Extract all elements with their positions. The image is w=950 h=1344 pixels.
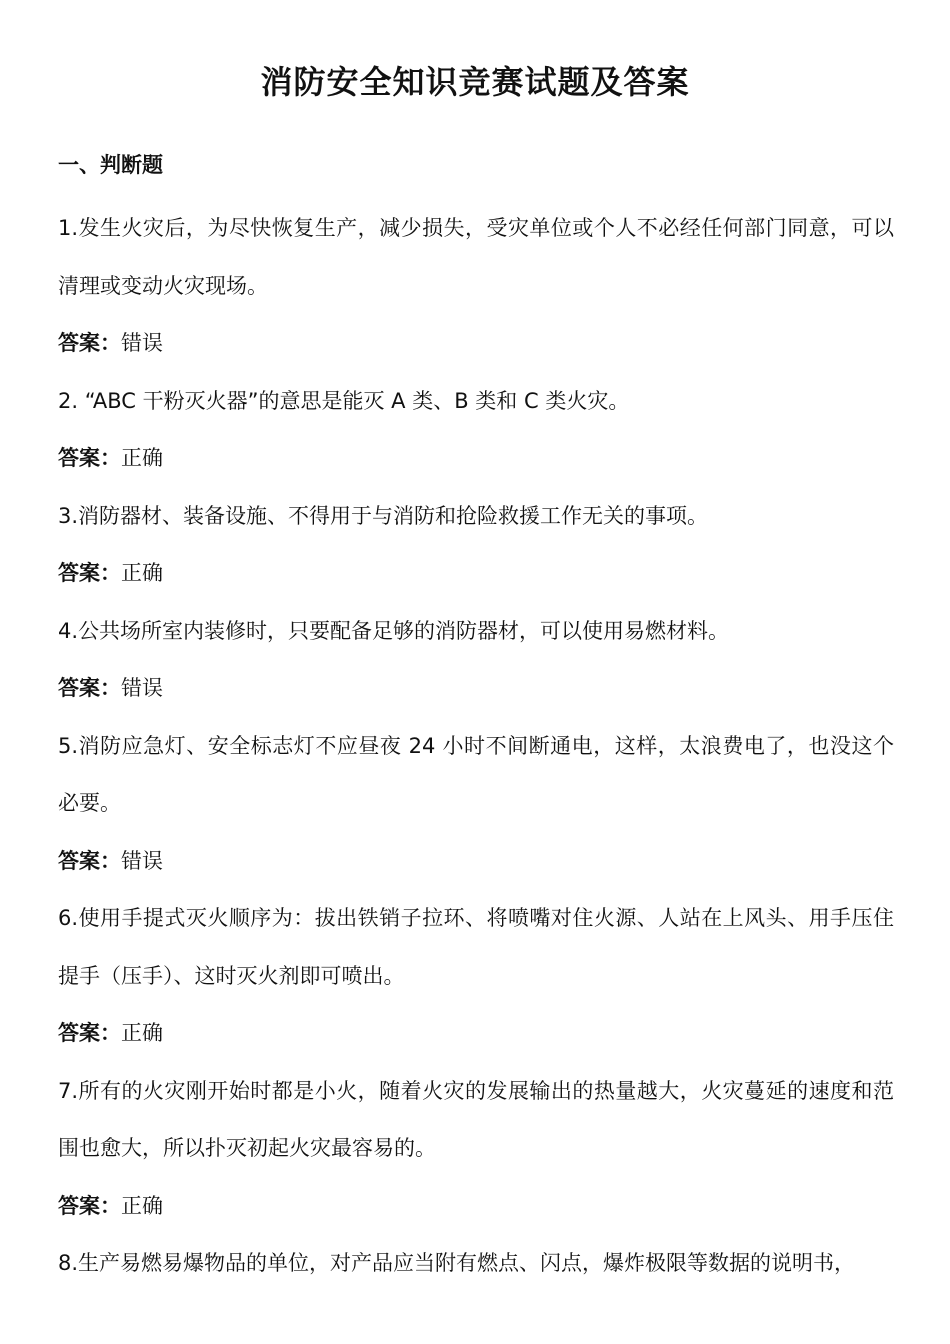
question-4: 4.公共场所室内装修时，只要配备足够的消防器材，可以使用易燃材料。 bbox=[58, 618, 730, 643]
answer-label: 答案： bbox=[58, 1193, 121, 1218]
answer-value: 错误 bbox=[121, 848, 163, 873]
question-8: 8.生产易燃易爆物品的单位，对产品应当附有燃点、闪点，爆炸极限等数据的说明书， bbox=[58, 1251, 856, 1275]
answer-6 bbox=[58, 1005, 894, 1063]
question-7: 7.所有的火灾刚开始时都是小火，随着火灾的发展输出的热量越大，火灾蔓延的速度和范围也愈大，所以扑灭初起火灾最容易的。 bbox=[58, 1078, 894, 1160]
question-3: 3.消防器材、装备设施、不得用于与消防和抢险救援工作无关的事项。 bbox=[58, 503, 709, 528]
answer-value: 错误 bbox=[121, 676, 163, 700]
answer-value: 错误 bbox=[121, 331, 163, 355]
answer-1 bbox=[58, 315, 894, 373]
answer-4 bbox=[58, 660, 894, 718]
answer-label: 答案： bbox=[58, 848, 121, 873]
question-1: 1.发生火灾后，为尽快恢复生产，减少损失，受灾单位或个人不必经任何部门同意，可以清理或变动火灾现场。 bbox=[58, 216, 894, 298]
question-2: 2. “ABC 干粉灭火器”的意思是能灭 A 类、B 类和 C 类火灾。 bbox=[58, 388, 630, 413]
answer-2 bbox=[58, 430, 894, 488]
answer-label: 答案： bbox=[58, 446, 121, 470]
answer-5 bbox=[58, 833, 894, 891]
answer-3 bbox=[58, 545, 894, 603]
answer-label: 答案： bbox=[58, 561, 121, 585]
section-heading: 一、判断题 bbox=[58, 153, 163, 177]
document-title: 消防安全知识竞赛试题及答案 bbox=[260, 63, 690, 101]
answer-7 bbox=[58, 1178, 894, 1236]
answer-label: 答案： bbox=[58, 676, 121, 700]
question-6: 6.使用手提式灭火顺序为：拔出铁销子拉环、将喷嘴对住火源、人站在上风头、用手压住提手（压手）、这时灭火剂即可喷出。 bbox=[58, 906, 894, 988]
question-list bbox=[58, 200, 894, 1293]
answer-value: 正确 bbox=[121, 1021, 163, 1045]
answer-label: 答案： bbox=[58, 1021, 121, 1045]
question-5: 5.消防应急灯、安全标志灯不应昼夜 24 小时不间断通电，这样，太浪费电了，也没这个必要。 bbox=[58, 733, 894, 815]
answer-value: 正确 bbox=[121, 561, 163, 585]
answer-value: 正确 bbox=[121, 1193, 163, 1218]
answer-label: 答案： bbox=[58, 331, 121, 355]
answer-value: 正确 bbox=[121, 446, 163, 470]
